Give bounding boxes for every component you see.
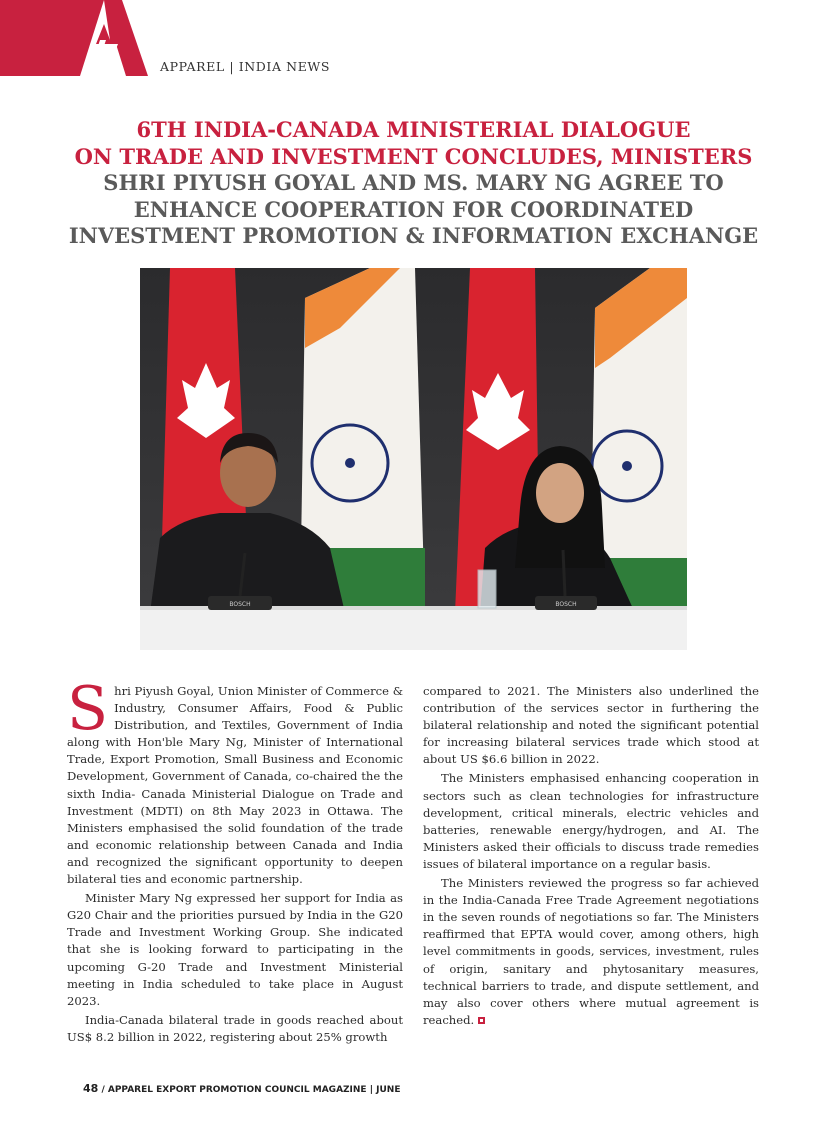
paragraph-3-continued: compared to 2021. The Ministers also underlined the contribution of the services sector in furthering the bilateral relationship and noted the significant potential for increasing bilateral services trade which stood at about US $6.6 billion in 2022. bbox=[423, 684, 759, 767]
paragraph-4: The Ministers emphasised enhancing cooperation in sectors such as clean technologies for infrastructure development, critical minerals, electric vehicles and batteries, renewable energy/hydrogen, and AI. The Ministers asked their officials to discuss trade remedies issues of bilateral importance on a regular basis. bbox=[423, 771, 759, 871]
headline-line-3: SHRI PIYUSH GOYAL AND MS. MARY NG AGREE TO bbox=[103, 170, 724, 195]
footer-text: / APPAREL EXPORT PROMOTION COUNCIL MAGAZINE | JUNE bbox=[101, 1085, 401, 1095]
article-column-right bbox=[423, 683, 759, 1031]
page-number: 48 bbox=[83, 1082, 99, 1095]
svg-text:BOSCH: BOSCH bbox=[555, 601, 577, 608]
page-footer bbox=[83, 1082, 400, 1095]
article-column-left bbox=[67, 674, 404, 1048]
headline-line-5: INVESTMENT PROMOTION & INFORMATION EXCHANGE bbox=[68, 223, 759, 248]
section-label: APPAREL | INDIA NEWS bbox=[160, 59, 331, 74]
paragraph-2: Minister Mary Ng expressed her support for India as G20 Chair and the priorities pursued by India in the G20 Trade and Investment Working Group. She indicated that she is looking forward to participating in the upcoming G-20 Trade and Investment Ministerial meeting in India scheduled to take place in August 2023. bbox=[67, 891, 403, 1008]
headline-line-2: ON TRADE AND INVESTMENT CONCLUDES, MINISTERS bbox=[74, 143, 753, 169]
paragraph-1: Shri Piyush Goyal, Union Minister of Commerce & Industry, Consumer Affairs, Food & Public Distribution, and Textiles, Government of India along with Hon'ble Mary Ng, Minister of International Trade, Export Promotion, Small Business and Economic Development, Government of Canada, co-chaired the the sixth India- Canada Ministerial Dialogue on Trade and Investment (MDTI) on 8th May 2023 in Ottawa. The Ministers emphasised the solid foundation of the trade and economic relationship between Canada and India and recognized the significant opportunity to deepen bilateral ties and economic partnership. bbox=[67, 674, 404, 887]
end-mark-icon bbox=[478, 1017, 485, 1024]
drop-cap: S bbox=[67, 674, 109, 744]
headline-line-4: ENHANCE COOPERATION FOR COORDINATED bbox=[133, 196, 694, 222]
paragraph-5: The Ministers reviewed the progress so far achieved in the India-Canada Free Trade Agreement negotiations in the seven rounds of negotiations so far. The Ministers reaffirmed that EPTA would cover, among others, high level commitments in goods, services, investment, rules of origin, sanitary and phytosanitary measures, technical barriers to trade, and dispute settlement, and may also cover others where mutual agreement is reached. bbox=[423, 876, 759, 1027]
article-photo bbox=[140, 268, 687, 650]
svg-text:BOSCH: BOSCH bbox=[229, 601, 251, 608]
headline-line-1: 6TH INDIA-CANADA MINISTERIAL DIALOGUE bbox=[136, 117, 691, 142]
magazine-logo bbox=[0, 0, 148, 76]
article-headline bbox=[40, 117, 787, 250]
paragraph-3-start: India-Canada bilateral trade in goods reached about US$ 8.2 billion in 2022, registering about 25% growth bbox=[67, 1012, 403, 1044]
